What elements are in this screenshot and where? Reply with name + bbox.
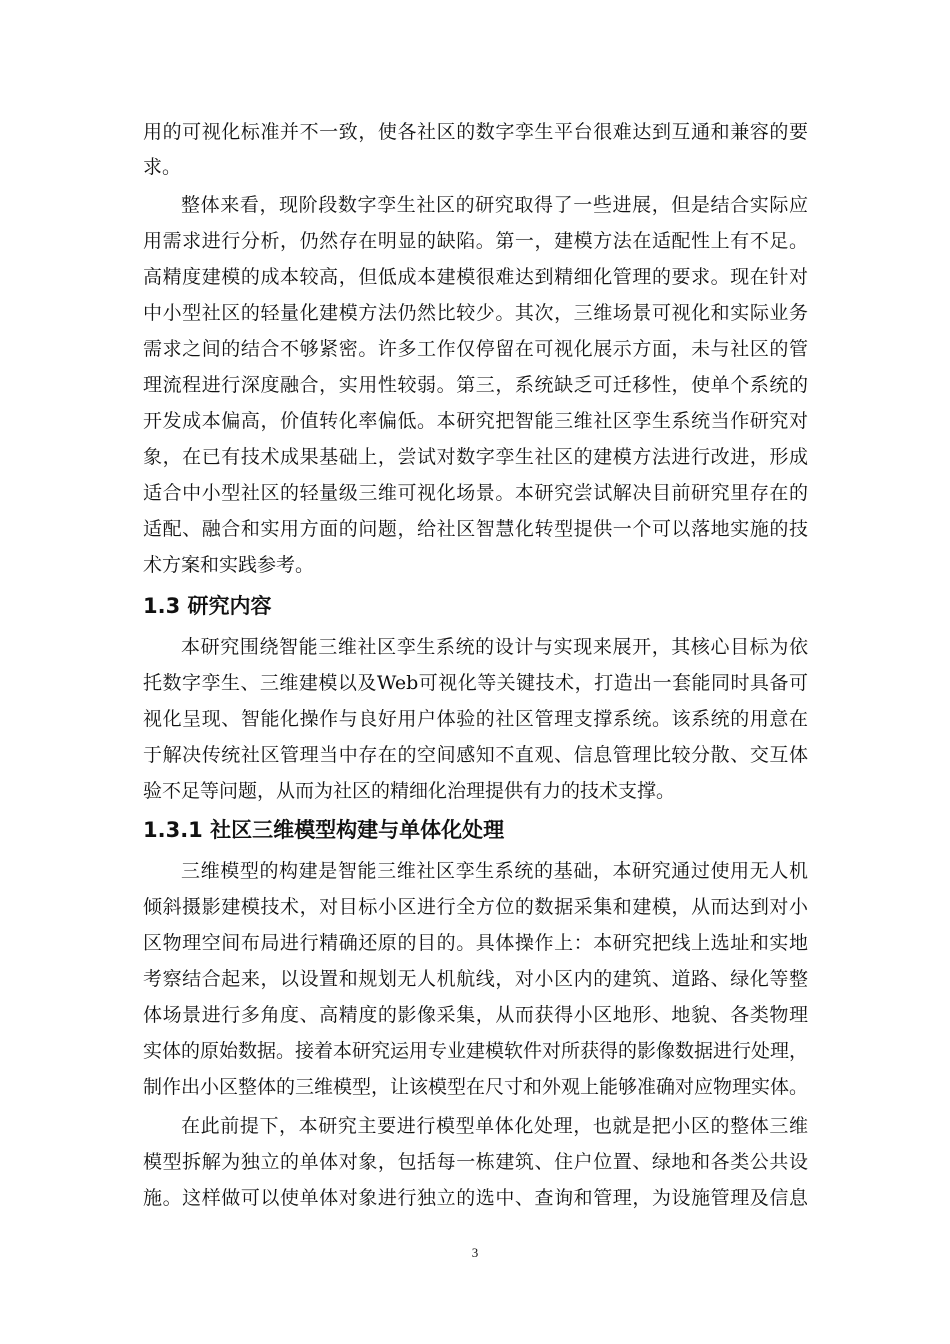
- paragraph-line: 区物理空间布局进行精确还原的目的。具体操作上：本研究把线上选址和实地: [143, 932, 808, 954]
- paragraph-line: 术方案和实践参考。: [143, 554, 315, 576]
- paragraph-line: 考察结合起来，以设置和规划无人机航线，对小区内的建筑、道路、绿化等整: [143, 968, 808, 990]
- page-number: 3: [471, 1245, 479, 1260]
- paragraph-line: 模型拆解为独立的单体对象，包括每一栋建筑、住户位置、绿地和各类公共设: [143, 1151, 808, 1173]
- paragraph-line: 中小型社区的轻量化建模方法仍然比较少。其次，三维场景可视化和实际业务: [143, 302, 808, 324]
- paragraph-line: 制作出小区整体的三维模型，让该模型在尺寸和外观上能够准确对应物理实体。: [143, 1076, 809, 1098]
- paragraph-line: 象，在已有技术成果基础上，尝试对数字孪生社区的建模方法进行改进，形成: [143, 446, 808, 468]
- paragraph-line: 适合中小型社区的轻量级三维可视化场景。本研究尝试解决目前研究里存在的: [143, 482, 808, 504]
- paragraph-line: 本研究围绕智能三维社区孪生系统的设计与实现来展开，其核心目标为依: [181, 636, 808, 658]
- paragraph-line: 于解决传统社区管理当中存在的空间感知不直观、信息管理比较分散、交互体: [143, 744, 808, 766]
- paragraph-line: 视化呈现、智能化操作与良好用户体验的社区管理支撑系统。该系统的用意在: [143, 708, 808, 730]
- section-heading: 1.3 研究内容: [143, 594, 272, 618]
- paragraph-line: 在此前提下，本研究主要进行模型单体化处理，也就是把小区的整体三维: [181, 1115, 808, 1137]
- paragraph-line: 施。这样做可以使单体对象进行独立的选中、查询和管理，为设施管理及信息: [143, 1187, 808, 1209]
- subsection-heading: 1.3.1 社区三维模型构建与单体化处理: [143, 818, 505, 842]
- paragraph-line: 体场景进行多角度、高精度的影像采集，从而获得小区地形、地貌、各类物理: [143, 1004, 808, 1026]
- paragraph-line: 理流程进行深度融合，实用性较弱。第三，系统缺乏可迁移性，使单个系统的: [143, 374, 808, 396]
- paragraph-line: 求。: [143, 156, 182, 178]
- paragraph-line: 实体的原始数据。接着本研究运用专业建模软件对所获得的影像数据进行处理，: [143, 1040, 809, 1062]
- paragraph-line: 高精度建模的成本较高，但低成本建模很难达到精细化管理的要求。现在针对: [143, 266, 808, 288]
- paragraph-line: 适配、融合和实用方面的问题，给社区智慧化转型提供一个可以落地实施的技: [143, 518, 808, 540]
- paragraph-line: 需求之间的结合不够紧密。许多工作仅停留在可视化展示方面，未与社区的管: [143, 338, 808, 360]
- paragraph-line: 开发成本偏高，价值转化率偏低。本研究把智能三维社区孪生系统当作研究对: [143, 410, 808, 432]
- paragraph-line: 三维模型的构建是智能三维社区孪生系统的基础，本研究通过使用无人机: [181, 860, 808, 882]
- paragraph-line: 验不足等问题，从而为社区的精细化治理提供有力的技术支撑。: [143, 780, 676, 802]
- paragraph-line: 用需求进行分析，仍然存在明显的缺陷。第一，建模方法在适配性上有不足。: [143, 230, 808, 252]
- paragraph-line: 用的可视化标准并不一致，使各社区的数字孪生平台很难达到互通和兼容的要: [143, 121, 808, 143]
- paragraph-line: 托数字孪生、三维建模以及Web可视化等关键技术，打造出一套能同时具备可: [143, 672, 808, 694]
- paragraph-line: 倾斜摄影建模技术，对目标小区进行全方位的数据采集和建模，从而达到对小: [143, 896, 808, 918]
- paragraph-line: 整体来看，现阶段数字孪生社区的研究取得了一些进展，但是结合实际应: [181, 194, 808, 216]
